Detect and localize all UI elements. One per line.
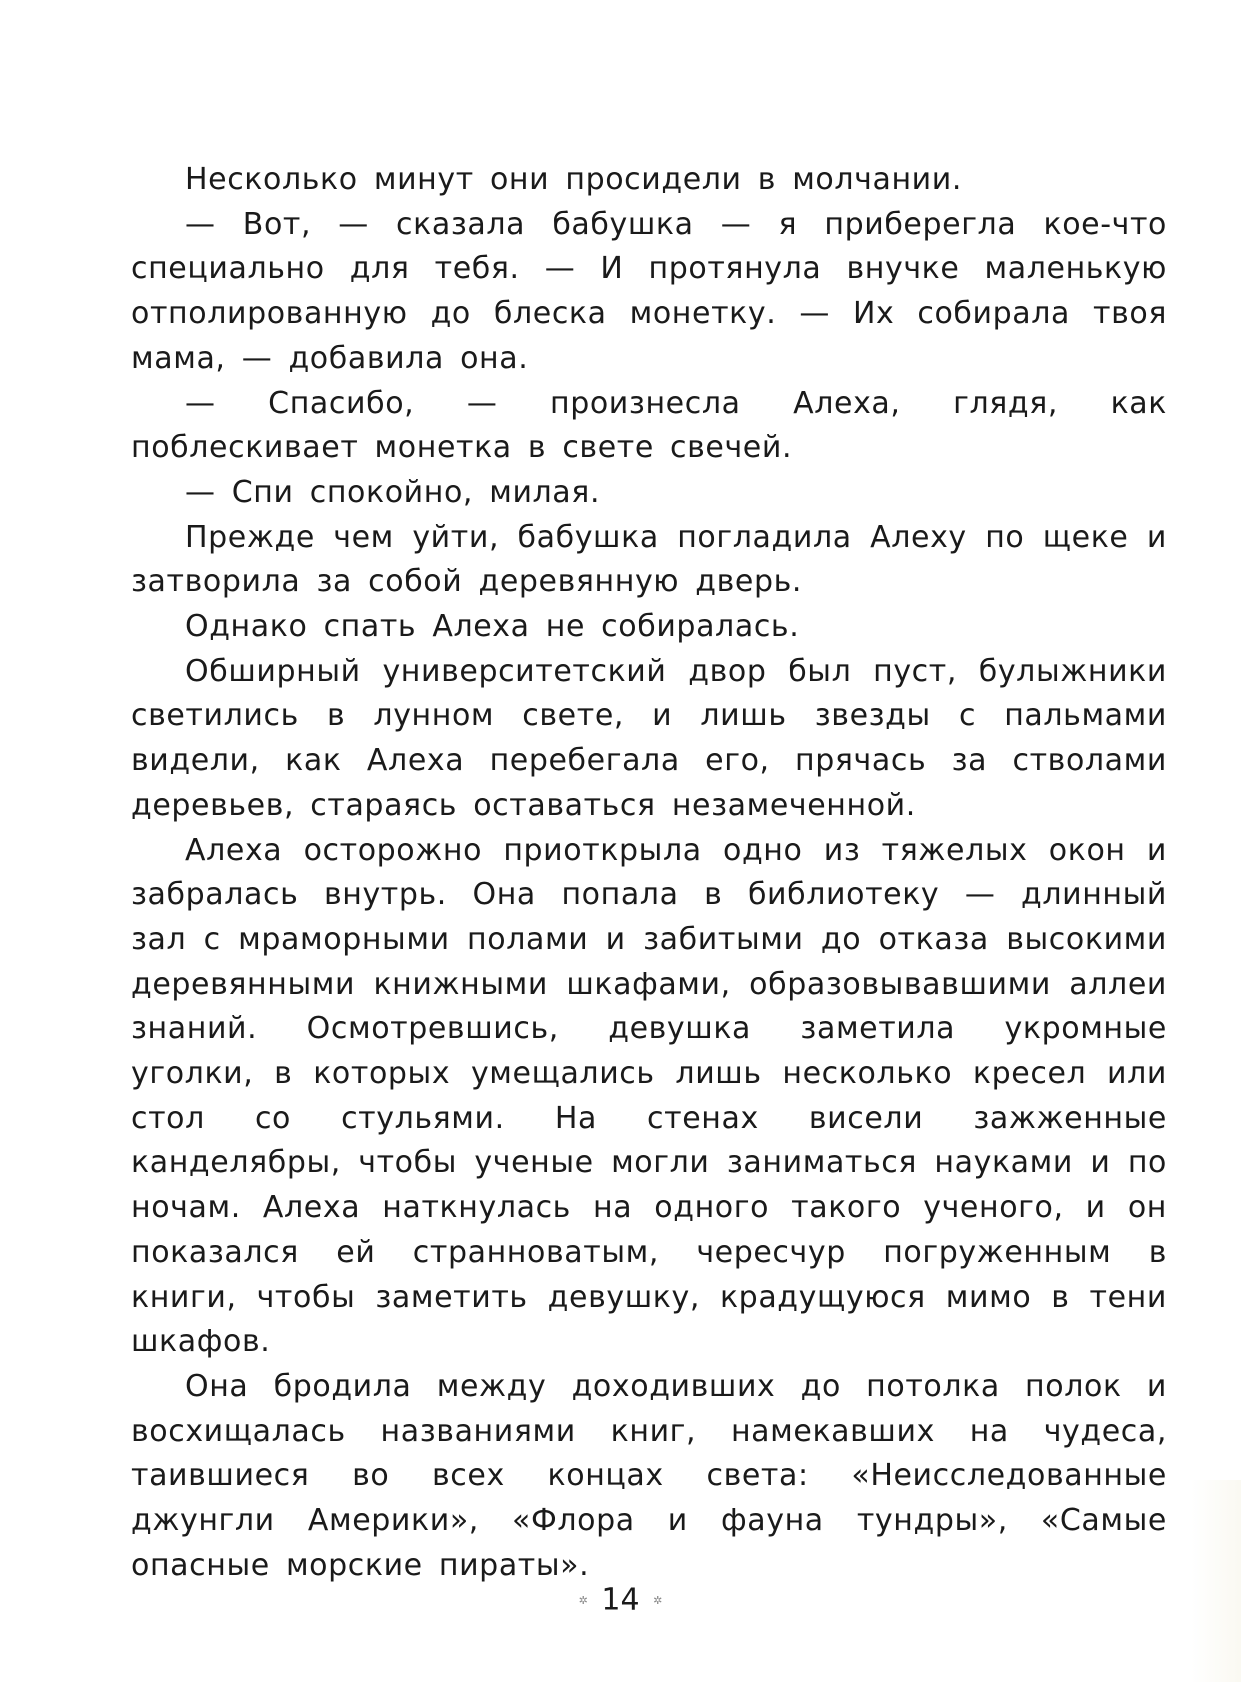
- paragraph-2: — Вот, — сказала бабушка — я приберегла кое-что специально для тебя. — И протянула внучке маленькую отполированную до блеска монетку. — Их собирала твоя мама, — добавила она.: [131, 206, 1167, 376]
- paragraph-5: Прежде чем уйти, бабушка погладила Алеху по щеке и затворила за собой деревянную дверь.: [131, 519, 1167, 600]
- star-ornament-icon: ✲: [653, 1593, 663, 1607]
- paragraph-8: Алеха осторожно приоткрыла одно из тяжелых окон и забралась внутрь. Она попала в библиотеку — длинный зал с мраморными полами и забитыми до отказа высокими деревянными книжными шкафами, образовывавшими аллеи знаний. Осмотревшись, девушка заметила укромные уголки, в которых умещались лишь несколько кресел или стол со стульями. На стенах висели зажженные канделябры, чтобы ученые могли заниматься науками и по ночам. Алеха наткнулась на одного такого ученого, и он показался ей странноватым, чересчур погруженным в книги, чтобы заметить девушку, крадущуюся мимо в тени шкафов.: [131, 832, 1167, 1360]
- text-column: [131, 158, 1167, 1589]
- page-footer: [0, 1582, 1241, 1619]
- paragraph-6: Однако спать Алеха не собиралась.: [185, 609, 800, 645]
- paragraph-3: — Спасибо, — произнесла Алеха, глядя, как поблескивает монетка в свете свечей.: [131, 385, 1167, 466]
- page-edge-shading: [1191, 1480, 1241, 1682]
- paragraph-4: — Спи спокойно, милая.: [185, 474, 601, 510]
- paragraph-9: Она бродила между доходивших до потолка полок и восхищалась названиями книг, намекавших на чудеса, таившиеся во всех концах света: «Неисследованные джунгли Америки», «Флора и фауна тундры», «Самые опасные морские пираты».: [131, 1368, 1167, 1583]
- page-number: 14: [601, 1582, 640, 1618]
- paragraph-7: Обширный университетский двор был пуст, булыжники светились в лунном свете, и лишь звезды с пальмами видели, как Алеха перебегала его, прячась за стволами деревьев, стараясь оставаться незамеченной.: [131, 653, 1167, 823]
- star-ornament-icon: ✲: [578, 1593, 588, 1607]
- paragraph-1: Несколько минут они просидели в молчании.: [185, 162, 963, 197]
